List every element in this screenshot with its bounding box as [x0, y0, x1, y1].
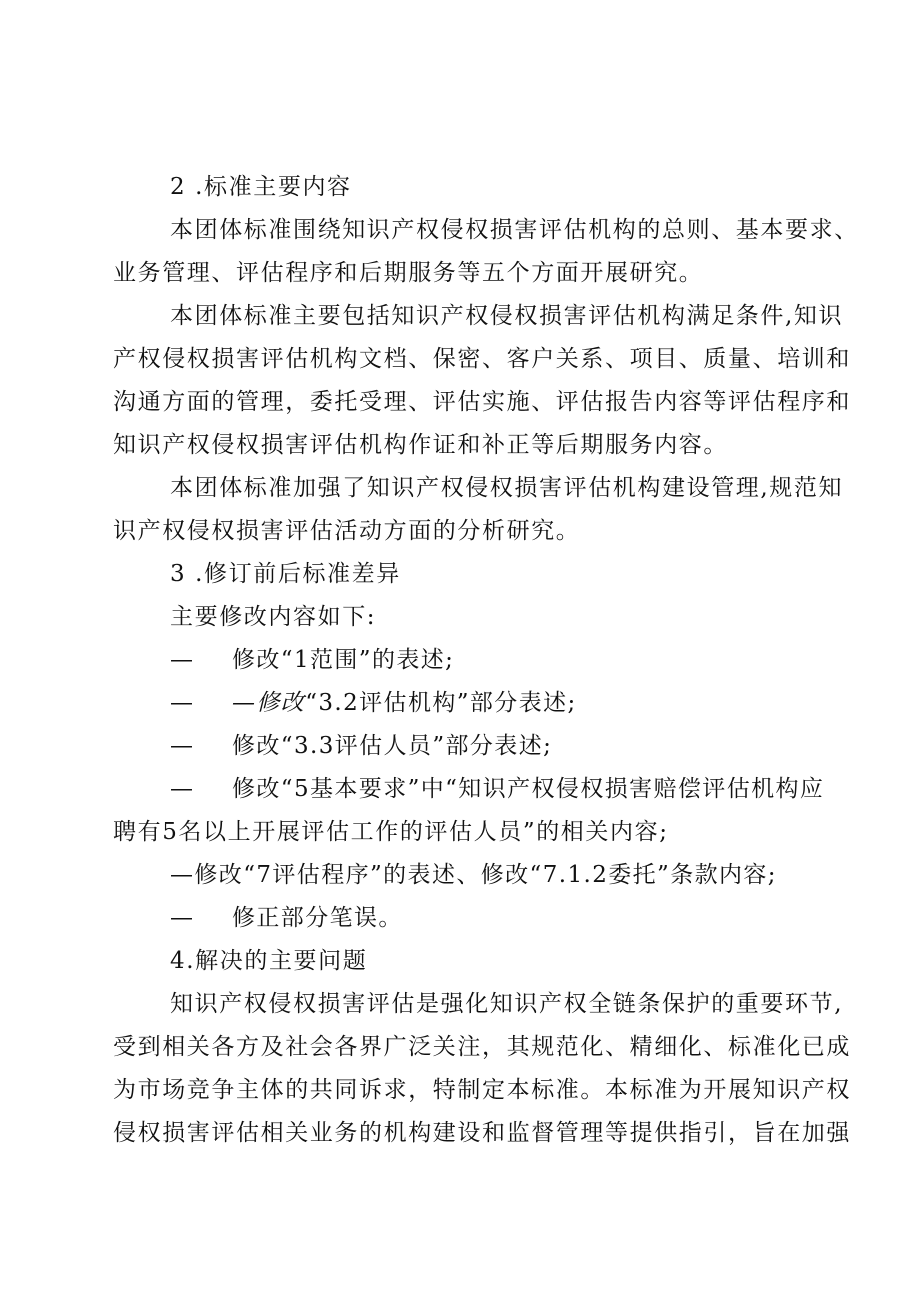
section-2-heading: 2 .标准主要内容 [170, 174, 352, 200]
paragraph-line: 知识产权侵权损害评估机构作证和补正等后期服务内容。 [113, 432, 728, 458]
paragraph-line: 知识产权侵权损害评估是强化知识产权全链条保护的重要环节, [170, 991, 844, 1017]
list-item: 修改“5基本要求”中“知识产权侵权损害赔偿评估机构应 [232, 776, 825, 802]
list-dash: — [170, 733, 193, 759]
list-dash: — [170, 647, 193, 673]
paragraph-line: 本团体标准加强了知识产权侵权损害评估机构建设管理,规范知 [170, 475, 844, 501]
list-item [232, 681, 577, 725]
section-4-heading: 4.解决的主要问题 [170, 948, 368, 974]
paragraph-line: 识产权侵权损害评估活动方面的分析研究。 [113, 518, 581, 544]
paragraph-line: 本团体标准围绕知识产权侵权损害评估机构的总则、基本要求、 [170, 217, 859, 243]
section-3-heading: 3 .修订前后标准差异 [170, 561, 401, 587]
paragraph-line: 本团体标准主要包括知识产权侵权损害评估机构满足条件,知识 [170, 303, 844, 329]
paragraph-line: 受到相关各方及社会各界广泛关注，其规范化、精细化、标准化已成 [113, 1034, 851, 1060]
list-dash: — [170, 776, 193, 802]
paragraph-line: 沟通方面的管理，委托受理、评估实施、评估报告内容等评估程序和 [113, 389, 851, 415]
list-item: 修改“3.3评估人员”部分表述; [232, 733, 553, 759]
list-intro: 主要修改内容如下: [170, 604, 377, 630]
paragraph-line: 业务管理、评估程序和后期服务等五个方面开展研究。 [113, 260, 704, 286]
paragraph-line: 产权侵权损害评估机构文档、保密、客户关系、项目、质量、培训和 [113, 346, 851, 372]
list-item-prefix: —修改 [232, 690, 306, 716]
list-item-text: “3.2评估机构”部分表述; [305, 690, 577, 716]
list-item-continuation: 聘有5名以上开展评估工作的评估人员”的相关内容; [113, 819, 669, 845]
paragraph-line: 为市场竞争主体的共同诉求，特制定本标准。本标准为开展知识产权 [113, 1077, 851, 1103]
list-dash: — [170, 690, 193, 716]
list-item: —修改“7评估程序”的表述、修改“7.1.2委托”条款内容; [170, 862, 777, 888]
paragraph-line: 侵权损害评估相关业务的机构建设和监督管理等提供指引，旨在加强 [113, 1120, 851, 1146]
list-item: 修正部分笔误。 [232, 905, 403, 931]
list-item: 修改“1范围”的表述; [232, 647, 455, 673]
list-dash: — [170, 905, 193, 931]
